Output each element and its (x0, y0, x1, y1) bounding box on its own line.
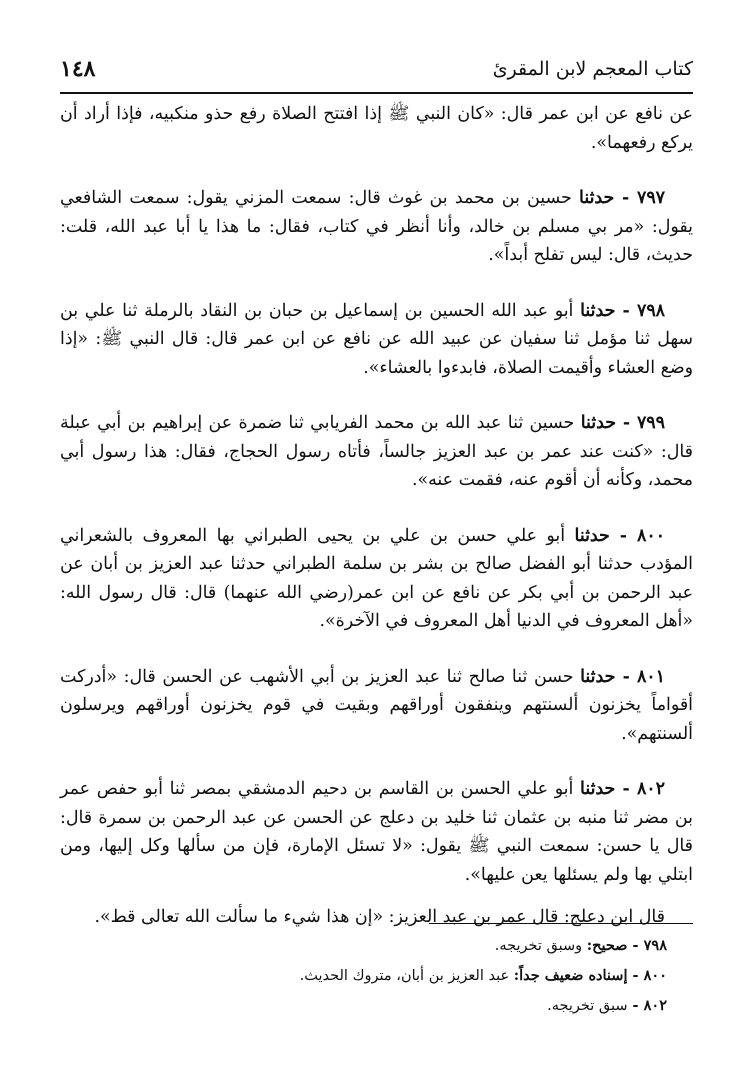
hadith-lead: حدثنا (574, 525, 610, 546)
footnote-label: صحيح: (586, 937, 628, 954)
footnote: ٨٠٢ - سبق تخريجه. (547, 997, 667, 1014)
footnote-label: إسناده ضعيف جداً: (513, 967, 628, 984)
footnote: ٨٠٠ - إسناده ضعيف جداً: عبد العزيز بن أبان، متروك الحديث. (299, 967, 667, 984)
footnote-number: ٨٠٢ (643, 997, 667, 1014)
hadith-number: ٧٩٩ (636, 413, 665, 433)
hadith-text: أبو عبد الله الحسين بن إسماعيل بن حبان بن النقاد بالرملة ثنا علي بن سهل ثنا مؤمل ثنا سفيان عن عبيد الله عن نافع عن ابن عمر قال: قال النبي ﷺ: «إذا وضع العشاء وأقيمت الصلاة، فابدءوا بالعشاء». (60, 300, 693, 378)
hadith-text: أبو علي الحسن بن القاسم بن دحيم الدمشقي بمصر ثنا أبو حفص عمر بن مضر ثنا منبه بن عثمان ثنا خليد بن دعلج عن الحسن عن عبد الرحمن بن سمرة قال: قال يا حسن: سمعت النبي ﷺ يقول: «لا تسئل الإمارة، فإن من سألها وكل إليها، ومن ابتلي بها ولم يسئلها يعن عليها». (60, 779, 693, 885)
hadith-lead: حدثنا (580, 413, 616, 433)
hadith-text: أبو علي حسن بن علي بن يحيى الطبراني بها المعروف بالشعراني المؤدب حدثنا أبو الفضل صالح بن بشر بن سلمة الطبراني حدثنا عبد العزيز بن أبان عن عبد الرحمن بن أبي بكر عن نافع عن ابن عمر(رضي الله عنهما) قال: قال رسول الله: «أهل المعروف في الدنيا أهل المعروف في الآخرة». (60, 525, 693, 631)
footnote-text: عبد العزيز بن أبان، متروك الحديث. (299, 968, 510, 984)
footnotes (60, 931, 693, 1021)
hadith-lead: حدثنا (580, 666, 616, 687)
hadith-number: ٨٠٠ (636, 525, 666, 546)
hadith-800: ٨٠٠ - حدثنا أبو علي حسن بن علي بن يحيى الطبراني بها المعروف بالشعراني المؤدب حدثنا أبو الفضل صالح بن بشر بن سلمة الطبراني حدثنا عبد العزيز بن أبان عن عبد الرحمن بن أبي بكر عن نافع عن ابن عمر(رضي الله عنهما) قال: قال رسول الله: «أهل المعروف في الدنيا أهل المعروف في الآخرة». (60, 525, 693, 631)
hadith-lead: حدثنا (580, 300, 616, 321)
footnote-text: سبق تخريجه. (547, 998, 628, 1014)
hadith-lead: حدثنا (579, 188, 615, 208)
hadith-lead: حدثنا (580, 779, 616, 799)
page-number: ١٤٨ (60, 56, 96, 82)
hadith-798: ٧٩٨ - حدثنا أبو عبد الله الحسين بن إسماعيل بن حبان بن النقاد بالرملة ثنا علي بن سهل ثنا مؤمل ثنا سفيان عن عبيد الله عن نافع عن ابن عمر قال: قال النبي ﷺ: «إذا وضع العشاء وأقيمت الصلاة، فابدءوا بالعشاء». (60, 300, 693, 378)
hadith-text: حسن ثنا صالح ثنا عبد العزيز بن أبي الأشهب عن الحسن قال: «أدركت أقواماً يخزنون ألسنتهم وينفقون أوراقهم وبقيت في قوم يخزنون أوراقهم ويرسلون ألسنتهم». (60, 666, 693, 744)
hadith-number: ٨٠٢ (636, 779, 665, 799)
hadith-799: ٧٩٩ - حدثنا حسين ثنا عبد الله بن محمد الفريابي ثنا ضمرة عن إبراهيم بن أبي عبلة قال: «كنت عند عمر بن عبد العزيز جالساً، فأتاه رسول الحجاج، فقال: هذا رسول أبي محمد، وكأنه أن أقوم عنه، فقمت عنه». (60, 413, 693, 490)
hadith-801: ٨٠١ - حدثنا حسن ثنا صالح ثنا عبد العزيز بن أبي الأشهب عن الحسن قال: «أدركت أقواماً يخزنون ألسنتهم وينفقون أوراقهم وبقيت في قوم يخزنون أوراقهم ويرسلون ألسنتهم». (60, 666, 693, 744)
closing-paragraph: قال ابن دعلج: قال عمر بن عبد العزيز: «إن هذا شيء ما سألت الله تعالى قط». (94, 907, 665, 927)
page-header (60, 52, 693, 86)
header-divider (60, 92, 693, 94)
hadith-797: ٧٩٧ - حدثنا حسين بن محمد بن غوث قال: سمعت المزني يقول: سمعت الشافعي يقول: «مر بي مسلم بن خالد، وأنا أنظر في كتاب، فقال: ما هذا يا أبا عبد الله، قلت: حديث، قال: ليس تفلح أبداً». (60, 188, 693, 265)
hadith-text: حسين ثنا عبد الله بن محمد الفريابي ثنا ضمرة عن إبراهيم بن أبي عبلة قال: «كنت عند عمر بن عبد العزيز جالساً، فأتاه رسول الحجاج، فقال: هذا رسول أبي محمد، وكأنه أن أقوم عنه، فقمت عنه». (60, 413, 693, 490)
footnote-text: وسبق تخريجه. (494, 938, 583, 954)
hadith-number: ٨٠١ (636, 666, 665, 687)
footnote-divider (429, 923, 693, 924)
hadith-802: ٨٠٢ - حدثنا أبو علي الحسن بن القاسم بن دحيم الدمشقي بمصر ثنا أبو حفص عمر بن مضر ثنا منبه بن عثمان ثنا خليد بن دعلج عن الحسن عن عبد الرحمن بن سمرة قال: قال يا حسن: سمعت النبي ﷺ يقول: «لا تسئل الإمارة، فإن من سألها وكل إليها، ومن ابتلي بها ولم يسئلها يعن عليها». (60, 779, 693, 885)
hadith-number: ٧٩٧ (636, 188, 666, 208)
footnote-number: ٨٠٠ (643, 967, 667, 984)
book-title: كتاب المعجم لابن المقرئ (492, 58, 693, 80)
hadith-text: حسين بن محمد بن غوث قال: سمعت المزني يقول: سمعت الشافعي يقول: «مر بي مسلم بن خالد، وأنا أنظر في كتاب، فقال: ما هذا يا أبا عبد الله، قلت: حديث، قال: ليس تفلح أبداً». (60, 188, 693, 265)
page-body (60, 100, 693, 932)
footnote: ٧٩٨ - صحيح: وسبق تخريجه. (494, 937, 667, 954)
footnote-number: ٧٩٨ (643, 937, 667, 954)
continuation-paragraph: عن نافع عن ابن عمر قال: «كان النبي ﷺ إذا افتتح الصلاة رفع حذو منكبيه، فإذا أراد أن يركع رفعهما». (60, 104, 693, 153)
hadith-number: ٧٩٨ (636, 300, 666, 321)
